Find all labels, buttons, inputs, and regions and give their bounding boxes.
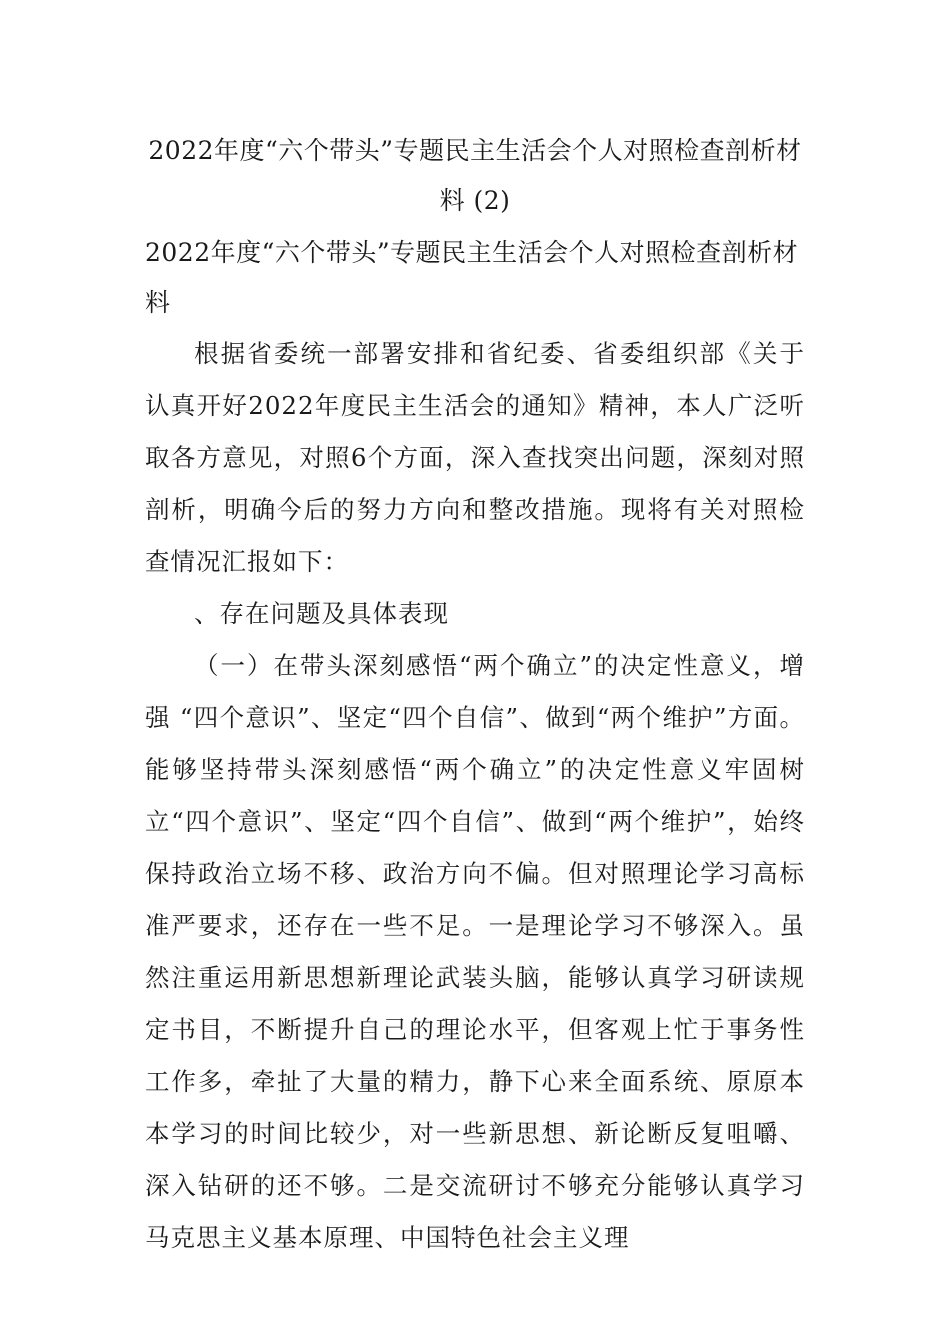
document-subtitle: 2022年度“六个带头”专题民主生活会个人对照检查剖析材料 (145, 238, 799, 317)
document-page (145, 126, 805, 1264)
document-title: 2022年度“六个带头”专题民主生活会个人对照检查剖析材料 (2) (148, 136, 802, 215)
body-paragraph: （一）在带头深刻感悟“两个确立”的决定性意义，增强 “四个意识”、坚定“四个自信”、做到“两个维护”方面。能够坚持带头深刻感悟“两个确立”的决定性意义牢固树立“四个意识”、坚定“四个自信”、做到“两个维护”，始终保持政治立场不移、政治方向不偏。但对照理论学习高标准严要求，还存在一些不足。一是理论学习不够深入。虽然注重运用新思想新理论武装头脑，能够认真学习研读规定书目，不断提升自己的理论水平，但客观上忙于事务性工作多，牵扯了大量的精力，静下心来全面系统、原原本本学习的时间比较少，对一些新思想、新论断反复咀嚼、深入钻研的还不够。二是交流研讨不够充分能够认真学习马克思主义基本原理、中国特色社会主义理 (145, 651, 805, 1252)
intro-paragraph: 根据省委统一部署安排和省纪委、省委组织部《关于认真开好2022年度民主生活会的通知》精神，本人广泛听取各方意见，对照6个方面，深入查找突出问题，深刻对照剖析，明确今后的努力方向和整改措施。现将有关对照检查情况汇报如下： (145, 339, 805, 576)
section-heading: 、存在问题及具体表现 (194, 599, 449, 628)
